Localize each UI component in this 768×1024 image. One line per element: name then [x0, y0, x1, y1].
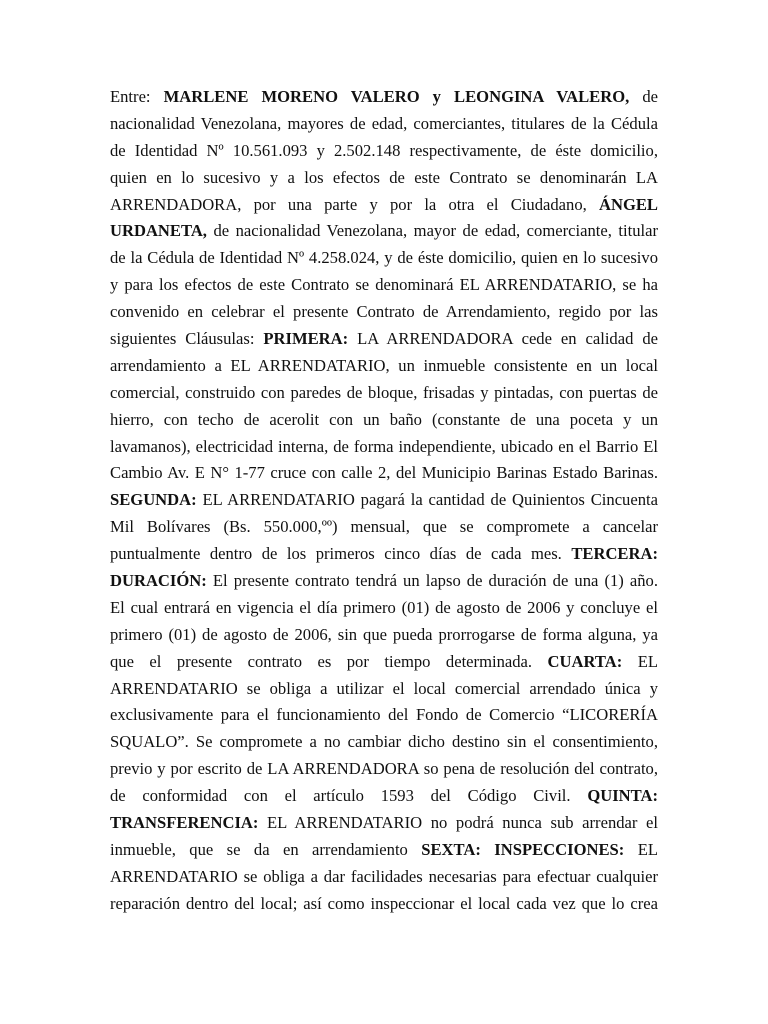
bold-text: CUARTA:	[547, 651, 623, 671]
text-segment: SQUALO”. Se compromete a no cambiar dicho destino sin el consentimiento,	[110, 732, 658, 752]
bold-text: SEXTA: INSPECCIONES:	[421, 839, 625, 859]
text-line	[110, 272, 658, 299]
text-segment: primero (01) de agosto de 2006, sin que pueda prorrogarse de forma alguna, ya	[110, 624, 658, 644]
bold-text: URDANETA,	[110, 221, 207, 241]
text-segment: EL ARRENDATARIO no podrá nunca sub arrendar el	[258, 813, 658, 833]
text-segment: El presente contrato tendrá un lapso de duración de una (1) año.	[206, 571, 658, 591]
bold-text: PRIMERA:	[263, 329, 349, 349]
text-line	[110, 460, 658, 487]
text-line	[110, 756, 658, 783]
contract-body	[110, 84, 658, 918]
text-segment: hierro, con techo de acerolit con un baño (constante de una poceta y un	[110, 409, 658, 429]
bold-text: DURACIÓN:	[110, 571, 207, 591]
bold-text: TRANSFERENCIA:	[110, 813, 259, 833]
text-line	[110, 541, 658, 568]
text-line	[110, 165, 658, 192]
text-segment: comercial, construido con paredes de bloque, frisadas y pintadas, con puertas de	[110, 382, 658, 402]
text-line	[110, 837, 658, 864]
text-segment: Cambio Av. E N° 1-77 cruce con calle 2, del Municipio Barinas Estado Barinas.	[110, 463, 658, 483]
text-line	[110, 245, 658, 272]
text-line	[110, 487, 658, 514]
text-segment: de Identidad Nº 10.561.093 y 2.502.148 respectivamente, de éste domicilio,	[110, 140, 658, 160]
text-segment: de nacionalidad Venezolana, mayor de edad, comerciante, titular	[206, 221, 658, 241]
text-segment: lavamanos), electricidad interna, de forma independiente, ubicado en el Barrio El	[110, 436, 658, 456]
text-line	[110, 218, 658, 245]
text-line	[110, 514, 658, 541]
text-line	[110, 299, 658, 326]
text-line	[110, 649, 658, 676]
text-segment: arrendamiento a EL ARRENDATARIO, un inmueble consistente en un local	[110, 355, 658, 375]
bold-text: MARLENE MORENO VALERO y LEONGINA VALERO,	[163, 87, 630, 106]
text-segment: de	[629, 87, 658, 106]
text-line	[110, 353, 658, 380]
bold-text: QUINTA:	[587, 786, 658, 806]
text-line	[110, 326, 658, 353]
text-line	[110, 84, 658, 111]
text-segment: que el presente contrato es por tiempo determinada.	[110, 651, 548, 671]
text-line	[110, 138, 658, 165]
text-line	[110, 891, 658, 918]
text-segment: EL	[624, 839, 658, 859]
text-line	[110, 595, 658, 622]
bold-text: TERCERA:	[571, 544, 658, 564]
text-segment: nacionalidad Venezolana, mayores de edad, comerciantes, titulares de la Cédula	[110, 113, 658, 133]
text-line	[110, 568, 658, 595]
text-segment: siguientes Cláusulas:	[110, 329, 264, 349]
text-segment: ARRENDADORA, por una parte y por la otra el Ciudadano,	[110, 194, 599, 214]
text-line	[110, 111, 658, 138]
text-segment: previo y por escrito de LA ARRENDADORA so pena de resolución del contrato,	[110, 759, 658, 779]
text-line	[110, 702, 658, 729]
text-segment: El cual entrará en vigencia el día primero (01) de agosto de 2006 y concluye el	[110, 597, 658, 617]
text-line	[110, 810, 658, 837]
text-segment: EL ARRENDATARIO pagará la cantidad de Quinientos Cincuenta	[196, 490, 658, 510]
text-segment: EL	[622, 651, 658, 671]
text-segment: ARRENDATARIO se obliga a dar facilidades necesarias para efectuar cualquier	[110, 866, 658, 886]
text-line	[110, 192, 658, 219]
text-segment: quien en lo sucesivo y a los efectos de este Contrato se denominarán LA	[110, 167, 658, 187]
text-segment: exclusivamente para el funcionamiento del Fondo de Comercio “LICORERÍA	[110, 705, 658, 725]
text-line	[110, 380, 658, 407]
text-segment: de la Cédula de Identidad Nº 4.258.024, y de éste domicilio, quien en lo sucesivo	[110, 248, 658, 268]
text-segment: LA ARRENDADORA cede en calidad de	[348, 329, 658, 349]
text-line	[110, 676, 658, 703]
text-segment: reparación dentro del local; así como inspeccionar el local cada vez que lo crea	[110, 893, 658, 913]
text-segment: ARRENDATARIO se obliga a utilizar el local comercial arrendado única y	[110, 678, 658, 698]
text-segment: puntualmente dentro de los primeros cinco días de cada mes.	[110, 544, 572, 564]
text-segment: convenido en celebrar el presente Contrato de Arrendamiento, regido por las	[110, 302, 658, 322]
text-segment: Entre:	[110, 87, 164, 106]
text-line	[110, 864, 658, 891]
text-line	[110, 622, 658, 649]
text-segment: de conformidad con el artículo 1593 del Código Civil.	[110, 786, 588, 806]
bold-text: ÁNGEL	[598, 194, 658, 214]
bold-text: SEGUNDA:	[110, 490, 197, 510]
text-line	[110, 729, 658, 756]
text-line	[110, 783, 658, 810]
text-line	[110, 407, 658, 434]
text-segment: Mil Bolívares (Bs. 550.000,ºº) mensual, que se compromete a cancelar	[110, 517, 658, 537]
text-segment: inmueble, que se da en arrendamiento	[110, 839, 422, 859]
text-line	[110, 434, 658, 461]
text-segment: y para los efectos de este Contrato se denominará EL ARRENDATARIO, se ha	[110, 275, 658, 295]
